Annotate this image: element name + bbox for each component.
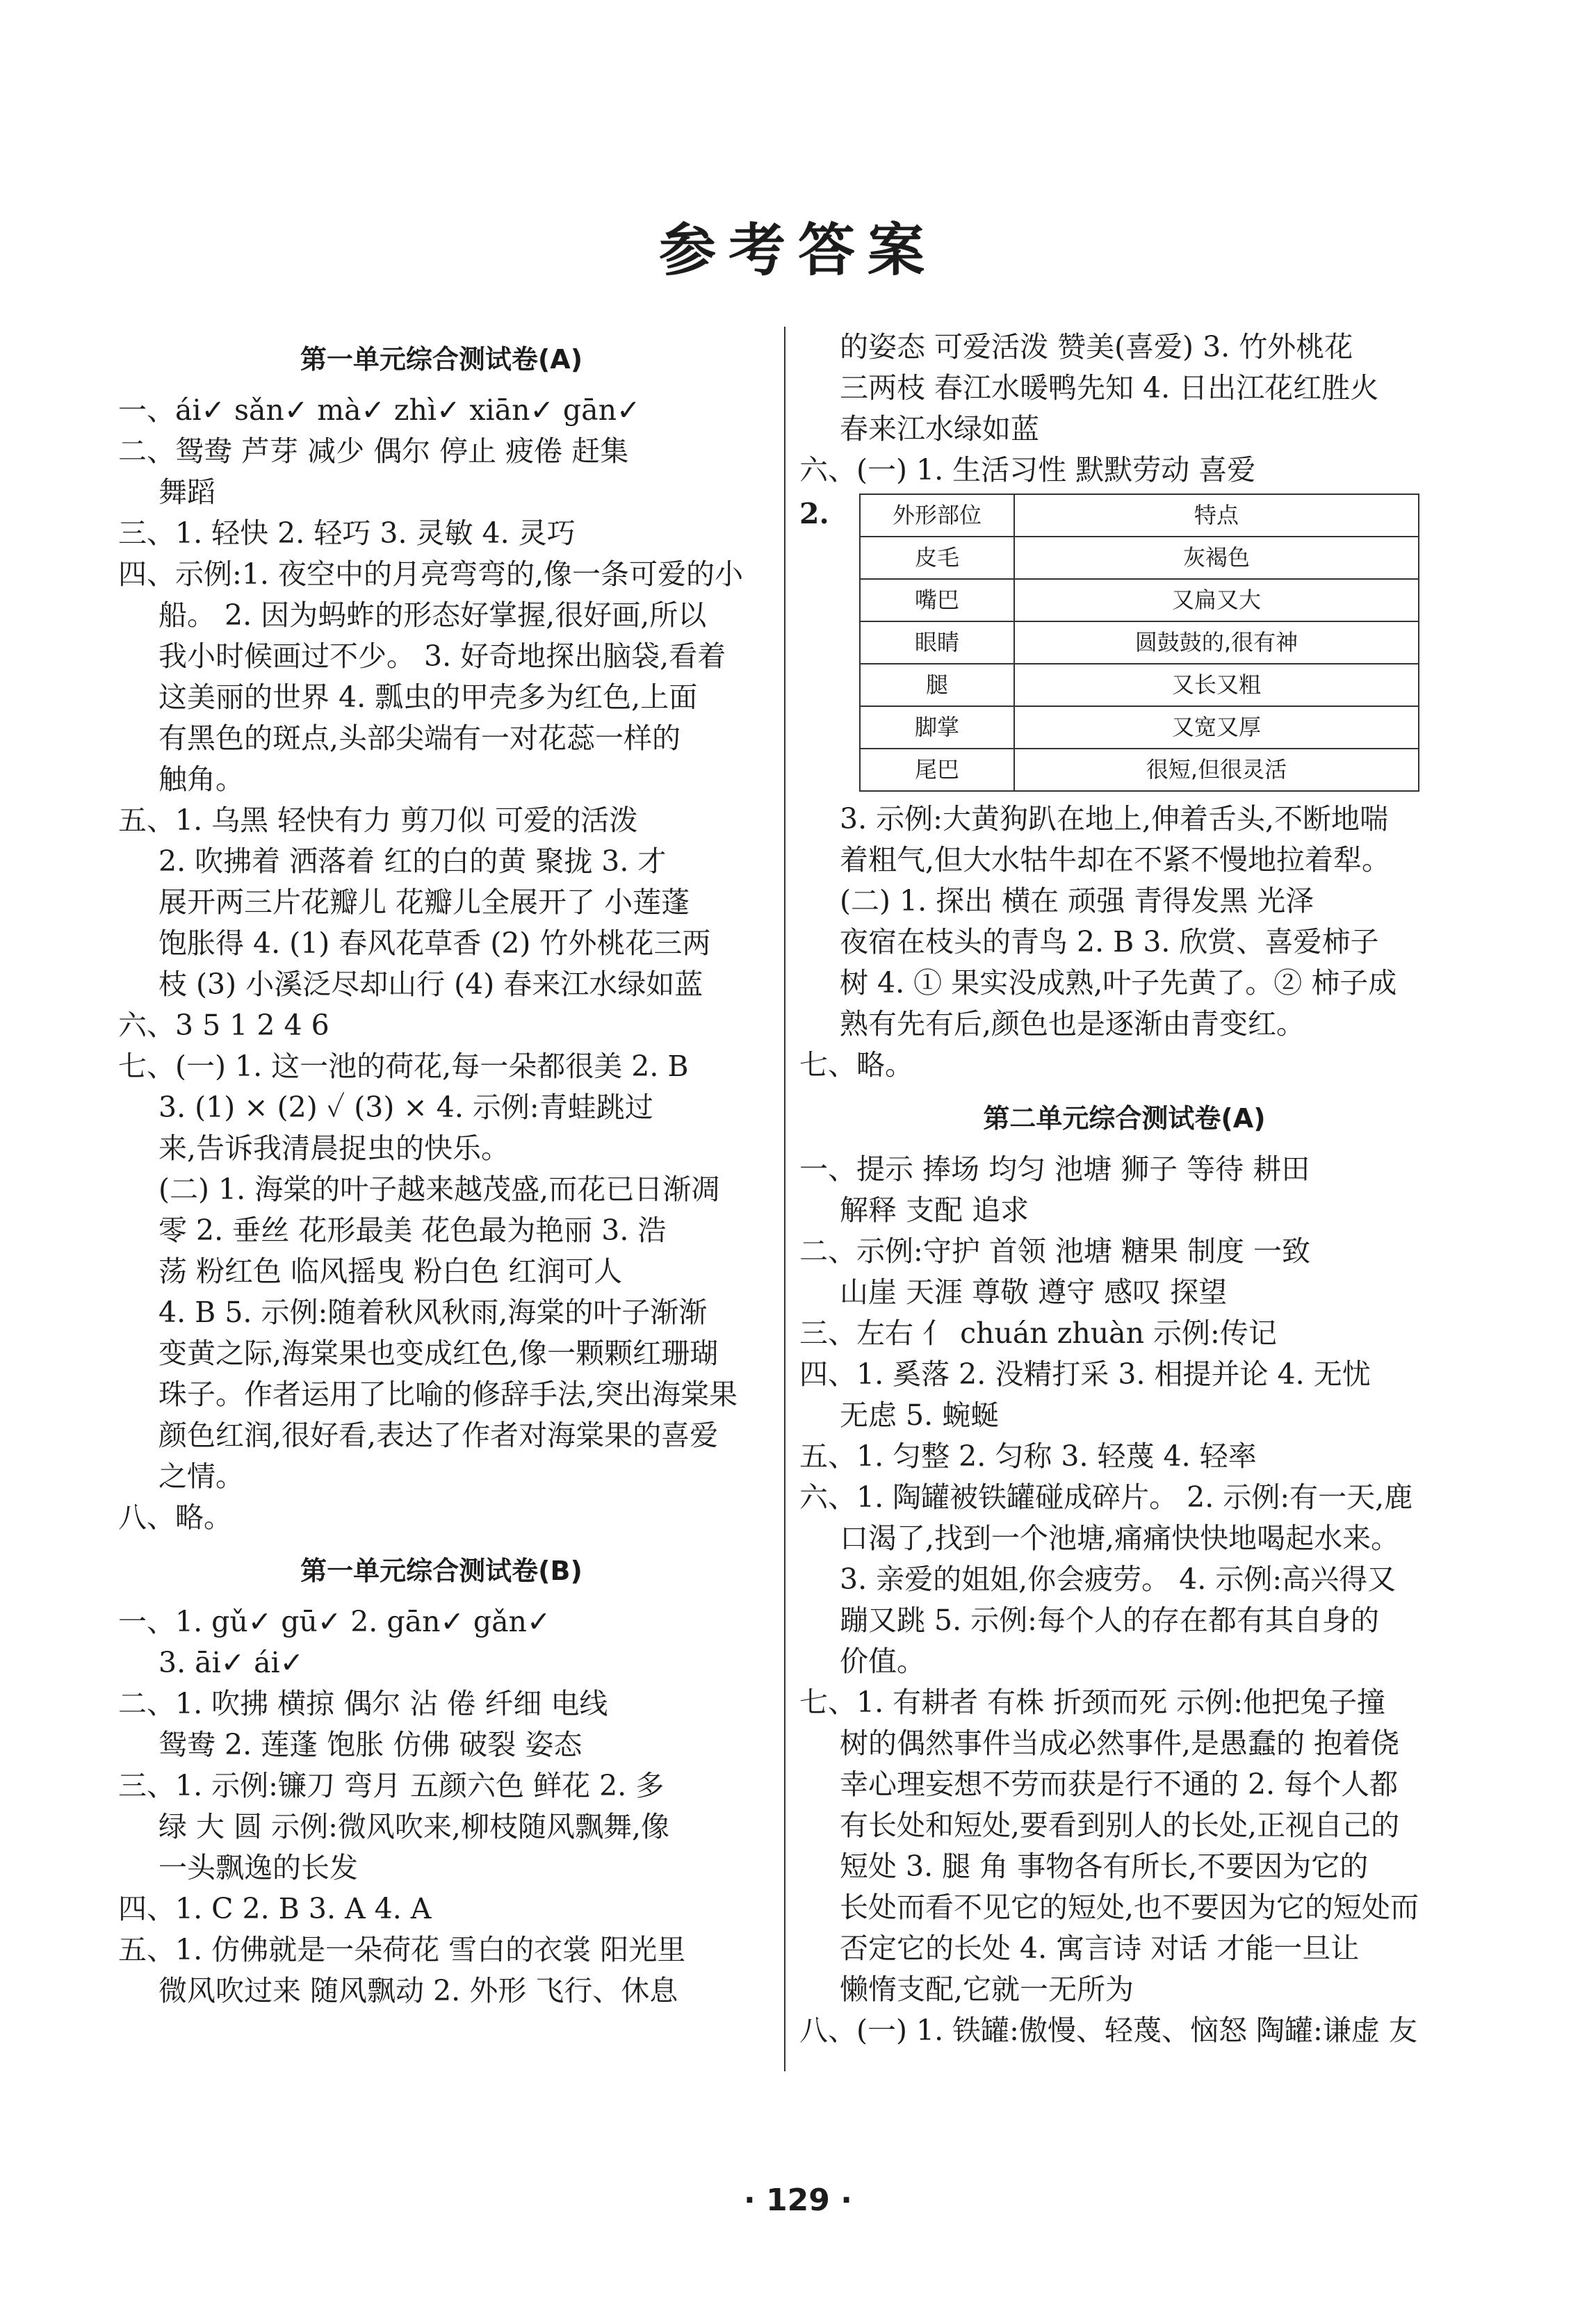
table-cell: 腿 bbox=[860, 664, 1014, 706]
right-column-bottom bbox=[799, 799, 1449, 2051]
answer-line: 3. (1) × (2) ✓ (3) × 4. 示例:青蛙跳过 bbox=[158, 1091, 653, 1124]
section-title: 第一单元综合测试卷(A) bbox=[300, 344, 583, 375]
answer-line: 蹦又跳 5. 示例:每个人的存在都有其自身的 bbox=[840, 1604, 1379, 1637]
answer-line: 船。 2. 因为蚂蚱的形态好掌握,很好画,所以 bbox=[158, 598, 707, 632]
answer-line: 触角。 bbox=[158, 762, 244, 796]
page-title: 参考答案 bbox=[658, 218, 937, 284]
answer-line: 春来江水绿如蓝 bbox=[840, 412, 1039, 446]
answer-line: 四、1. C 2. B 3. A 4. A bbox=[118, 1892, 432, 1925]
table-row bbox=[860, 706, 1419, 749]
page-number: · 129 · bbox=[744, 2183, 852, 2218]
answer-line: 山崖 天涯 尊敬 遵守 感叹 探望 bbox=[840, 1275, 1228, 1309]
answer-line: 六、1. 陶罐被铁罐碰成碎片。 2. 示例:有一天,鹿 bbox=[799, 1481, 1413, 1514]
answer-line: 三、1. 轻快 2. 轻巧 3. 灵敏 4. 灵巧 bbox=[118, 516, 576, 550]
answer-line: 懒惰支配,它就一无所为 bbox=[840, 1973, 1134, 2006]
answer-line: 树 4. ① 果实没成熟,叶子先黄了。② 柿子成 bbox=[840, 966, 1397, 1000]
answer-line: 来,告诉我清晨捉虫的快乐。 bbox=[158, 1132, 510, 1165]
answer-line: 三、1. 示例:镰刀 弯月 五颜六色 鲜花 2. 多 bbox=[118, 1769, 665, 1802]
answer-line: 一、1. gǔ✓ gū✓ 2. gān✓ gǎn✓ bbox=[118, 1605, 551, 1638]
column-divider bbox=[784, 327, 785, 2071]
feature-table-block bbox=[799, 494, 1449, 792]
table-cell: 灰褐色 bbox=[1014, 537, 1419, 579]
answer-line: 枝 (3) 小溪泛尽却山行 (4) 春来江水绿如蓝 bbox=[158, 968, 703, 1001]
answer-line: 八、略。 bbox=[118, 1501, 232, 1534]
table-cell: 又扁又大 bbox=[1014, 579, 1419, 621]
answer-line: 三、左右 亻 chuán zhuàn 示例:传记 bbox=[799, 1316, 1277, 1350]
answer-line: 3. āi✓ ái✓ bbox=[158, 1646, 304, 1679]
answer-line: 着粗气,但大水牯牛却在不紧不慢地拉着犁。 bbox=[840, 843, 1391, 876]
answer-line: 树的偶然事件当成必然事件,是愚蠢的 抱着侥 bbox=[840, 1727, 1400, 1760]
table-cell: 皮毛 bbox=[860, 537, 1014, 579]
table-cell: 嘴巴 bbox=[860, 579, 1014, 621]
answer-line: 一、ái✓ sǎn✓ mà✓ zhì✓ xiān✓ gān✓ bbox=[118, 393, 641, 427]
answer-line: 的姿态 可爱活泼 赞美(喜爱) 3. 竹外桃花 bbox=[840, 330, 1353, 364]
feature-table bbox=[859, 494, 1419, 792]
answer-line: 短处 3. 腿 角 事物各有所长,不要因为它的 bbox=[840, 1850, 1369, 1883]
answer-line: 3. 示例:大黄狗趴在地上,伸着舌头,不断地喘 bbox=[840, 802, 1389, 835]
answer-line: 口渴了,找到一个池塘,痛痛快快地喝起水来。 bbox=[840, 1522, 1400, 1555]
answer-line: 四、示例:1. 夜空中的月亮弯弯的,像一条可爱的小 bbox=[118, 557, 743, 591]
answer-line: 七、1. 有耕者 有株 折颈而死 示例:他把兔子撞 bbox=[799, 1686, 1386, 1719]
answer-line: 这美丽的世界 4. 瓢虫的甲壳多为红色,上面 bbox=[158, 680, 698, 714]
left-column bbox=[118, 327, 765, 2012]
answer-line: 变黄之际,海棠果也变成红色,像一颗颗红珊瑚 bbox=[158, 1337, 719, 1370]
answer-line: 微风吹过来 随风飘动 2. 外形 飞行、休息 bbox=[158, 1974, 678, 2007]
answer-line: 四、1. 奚落 2. 没精打采 3. 相提并论 4. 无忧 bbox=[799, 1357, 1371, 1391]
answer-line: 珠子。作者运用了比喻的修辞手法,突出海棠果 bbox=[158, 1378, 738, 1411]
answer-line: (二) 1. 海棠的叶子越来越茂盛,而花已日渐凋 bbox=[158, 1173, 720, 1206]
right-column-top bbox=[799, 327, 1449, 491]
table-cell: 脚掌 bbox=[860, 706, 1014, 749]
answer-line: 六、(一) 1. 生活习性 默默劳动 喜爱 bbox=[799, 453, 1256, 487]
answer-line: 有黑色的斑点,头部尖端有一对花蕊一样的 bbox=[158, 721, 681, 755]
answer-line: 三两枝 春江水暖鸭先知 4. 日出江花红胜火 bbox=[840, 371, 1379, 405]
answer-line: 2. 吹拂着 洒落着 红的白的黄 聚拢 3. 才 bbox=[158, 845, 667, 878]
answer-line: 饱胀得 4. (1) 春风花草香 (2) 竹外桃花三两 bbox=[158, 927, 711, 960]
answer-line: 价值。 bbox=[840, 1645, 925, 1678]
table-header-cell: 外形部位 bbox=[860, 494, 1014, 537]
answer-line: 之情。 bbox=[158, 1460, 244, 1493]
answer-line: 七、(一) 1. 这一池的荷花,每一朵都很美 2. B bbox=[118, 1050, 689, 1083]
section-title: 第二单元综合测试卷(A) bbox=[983, 1103, 1266, 1134]
section-title: 第一单元综合测试卷(B) bbox=[300, 1556, 583, 1586]
answer-line: 一、提示 捧场 均匀 池塘 狮子 等待 耕田 bbox=[799, 1152, 1310, 1186]
table-row bbox=[860, 621, 1419, 664]
answer-line: 五、1. 匀整 2. 匀称 3. 轻蔑 4. 轻率 bbox=[799, 1439, 1257, 1473]
table-header-cell: 特点 bbox=[1014, 494, 1419, 537]
table-cell: 又宽又厚 bbox=[1014, 706, 1419, 749]
answer-line: 一头飘逸的长发 bbox=[158, 1851, 358, 1884]
table-cell: 眼睛 bbox=[860, 621, 1014, 664]
answer-line: 二、示例:守护 首领 池塘 糖果 制度 一致 bbox=[799, 1234, 1310, 1268]
table-row bbox=[860, 664, 1419, 706]
answer-line: 解释 支配 追求 bbox=[840, 1193, 1029, 1227]
answer-line: 八、(一) 1. 铁罐:傲慢、轻蔑、恼怒 陶罐:谦虚 友 bbox=[799, 2014, 1417, 2047]
answer-line: 绿 大 圆 示例:微风吹来,柳枝随风飘舞,像 bbox=[158, 1810, 669, 1843]
table-row bbox=[860, 579, 1419, 621]
answer-line: 五、1. 乌黑 轻快有力 剪刀似 可爱的活泼 bbox=[118, 804, 638, 837]
table-cell: 很短,但很灵活 bbox=[1014, 749, 1419, 791]
table-cell: 尾巴 bbox=[860, 749, 1014, 791]
answer-line: 二、鸳鸯 芦芽 减少 偶尔 停止 疲倦 赶集 bbox=[118, 434, 629, 468]
answer-line: (二) 1. 探出 横在 顽强 青得发黑 光泽 bbox=[840, 884, 1314, 917]
table-row bbox=[860, 749, 1419, 791]
answer-line: 鸳鸯 2. 莲蓬 饱胀 仿佛 破裂 姿态 bbox=[158, 1728, 583, 1761]
table-cell: 又长又粗 bbox=[1014, 664, 1419, 706]
table-cell: 圆鼓鼓的,很有神 bbox=[1014, 621, 1419, 664]
answer-line: 3. 亲爱的姐姐,你会疲劳。 4. 示例:高兴得又 bbox=[840, 1563, 1396, 1596]
answer-line: 长处而看不见它的短处,也不要因为它的短处而 bbox=[840, 1891, 1419, 1924]
answer-line: 展开两三片花瓣儿 花瓣儿全展开了 小莲蓬 bbox=[158, 886, 690, 919]
answer-line: 六、3 5 1 2 4 6 bbox=[118, 1009, 329, 1042]
answer-line: 二、1. 吹拂 横掠 偶尔 沾 倦 纤细 电线 bbox=[118, 1687, 608, 1720]
answer-line: 夜宿在枝头的青鸟 2. B 3. 欣赏、喜爱柿子 bbox=[840, 925, 1379, 959]
answer-line: 幸心理妄想不劳而获是行不通的 2. 每个人都 bbox=[840, 1768, 1399, 1801]
answer-line: 五、1. 仿佛就是一朵荷花 雪白的衣裳 阳光里 bbox=[118, 1933, 686, 1966]
answer-line: 有长处和短处,要看到别人的长处,正视自己的 bbox=[840, 1809, 1400, 1842]
answer-line: 否定它的长处 4. 寓言诗 对话 才能一旦让 bbox=[840, 1932, 1360, 1965]
answer-line: 我小时候画过不少。 3. 好奇地探出脑袋,看着 bbox=[158, 639, 726, 673]
table-number: 2. bbox=[799, 497, 829, 530]
answer-line: 熟有先有后,颜色也是逐渐由青变红。 bbox=[840, 1007, 1305, 1041]
table-row bbox=[860, 537, 1419, 579]
answer-line: 颜色红润,很好看,表达了作者对海棠果的喜爱 bbox=[158, 1419, 719, 1452]
answer-line: 4. B 5. 示例:随着秋风秋雨,海棠的叶子渐渐 bbox=[158, 1296, 708, 1329]
answer-line: 无虑 5. 蜿蜒 bbox=[840, 1398, 1000, 1432]
answer-line: 七、略。 bbox=[799, 1048, 913, 1082]
table-header-row bbox=[860, 494, 1419, 537]
answer-line: 舞蹈 bbox=[158, 475, 215, 509]
right-column bbox=[799, 327, 1449, 2051]
answer-line: 荡 粉红色 临风摇曳 粉白色 红润可人 bbox=[158, 1255, 623, 1288]
answer-line: 零 2. 垂丝 花形最美 花色最为艳丽 3. 浩 bbox=[158, 1214, 667, 1247]
